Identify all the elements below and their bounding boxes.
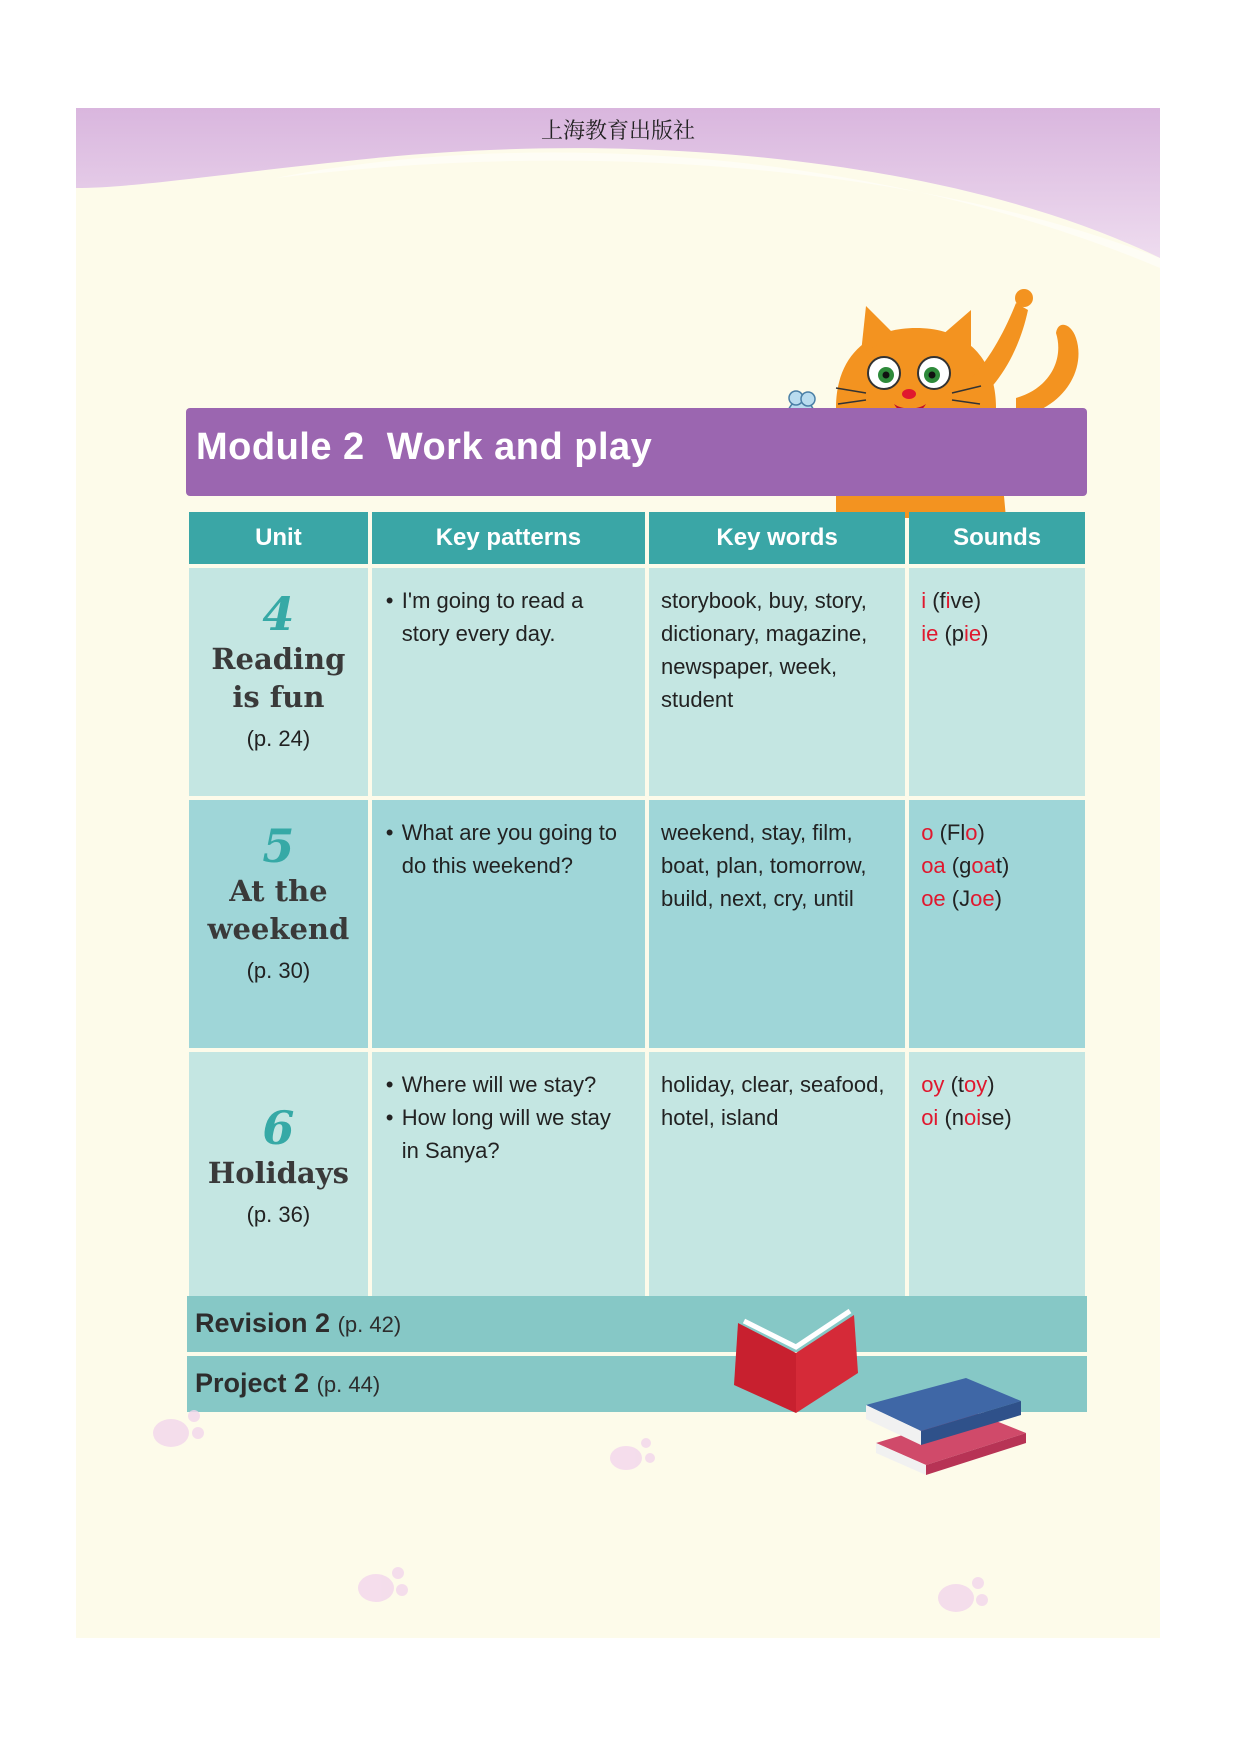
unit-number: 5 bbox=[262, 819, 295, 873]
unit-name-line2: weekend bbox=[207, 912, 350, 946]
units-table bbox=[185, 508, 1089, 1334]
list-item: • I'm going to read a story every day. bbox=[384, 584, 633, 650]
header-key-patterns: Key patterns bbox=[372, 512, 645, 564]
unit-name-line1: Holidays bbox=[207, 1156, 349, 1190]
unit-number: 4 bbox=[262, 587, 295, 641]
module-title: Module 2 Work and play bbox=[196, 426, 653, 468]
table-row bbox=[189, 1052, 1085, 1330]
unit-page-ref: (p. 30) bbox=[246, 958, 311, 983]
unit-page-ref: (p. 36) bbox=[246, 1202, 311, 1227]
sounds-cell bbox=[909, 800, 1085, 1048]
list-item: • Where will we stay? bbox=[384, 1068, 633, 1101]
books-illustration bbox=[726, 1293, 1056, 1493]
header-sounds: Sounds bbox=[909, 512, 1085, 564]
sounds-cell bbox=[909, 1052, 1085, 1330]
unit-number: 6 bbox=[262, 1101, 295, 1155]
project-page-ref: (p. 44) bbox=[316, 1372, 381, 1397]
key-patterns-cell bbox=[372, 1052, 645, 1330]
sounds-cell bbox=[909, 568, 1085, 796]
unit-name-line1: Reading bbox=[211, 642, 346, 676]
page bbox=[76, 108, 1160, 1638]
publisher-name: 上海教育出版社 bbox=[540, 119, 695, 144]
sound-item: oa (goat) bbox=[921, 853, 1010, 878]
unit-cell bbox=[189, 1052, 368, 1330]
table-header-row bbox=[189, 512, 1085, 564]
sound-item: oi (noise) bbox=[921, 1105, 1012, 1130]
header-key-words: Key words bbox=[649, 512, 905, 564]
header-unit: Unit bbox=[189, 512, 368, 564]
sound-item: oy (toy) bbox=[921, 1072, 995, 1097]
unit-page-ref: (p. 24) bbox=[246, 726, 311, 751]
project-label: Project 2 bbox=[195, 1368, 310, 1398]
revision-label: Revision 2 bbox=[195, 1308, 331, 1338]
key-patterns-cell bbox=[372, 568, 645, 796]
list-item: • How long will we stay in Sanya? bbox=[384, 1101, 633, 1167]
sound-item: i (five) bbox=[921, 588, 982, 613]
table-row bbox=[189, 800, 1085, 1048]
module-title-bar bbox=[186, 408, 1087, 496]
revision-page-ref: (p. 42) bbox=[337, 1312, 402, 1337]
key-patterns-cell bbox=[372, 800, 645, 1048]
table-row bbox=[189, 568, 1085, 796]
sound-item: oe (Joe) bbox=[921, 886, 1002, 911]
key-words-cell: holiday, clear, seafood, hotel, island bbox=[649, 1052, 905, 1330]
unit-cell bbox=[189, 800, 368, 1048]
list-item: • What are you going to do this weekend? bbox=[384, 816, 633, 882]
sound-item: o (Flo) bbox=[921, 820, 985, 845]
unit-name-line1: At the bbox=[229, 874, 328, 908]
key-words-cell: weekend, stay, film, boat, plan, tomorrow, build, next, cry, until bbox=[649, 800, 905, 1048]
key-words-cell: storybook, buy, story, dictionary, magazine, newspaper, week, student bbox=[649, 568, 905, 796]
sound-item: ie (pie) bbox=[921, 621, 989, 646]
unit-cell bbox=[189, 568, 368, 796]
unit-name-line2: is fun bbox=[232, 680, 325, 714]
